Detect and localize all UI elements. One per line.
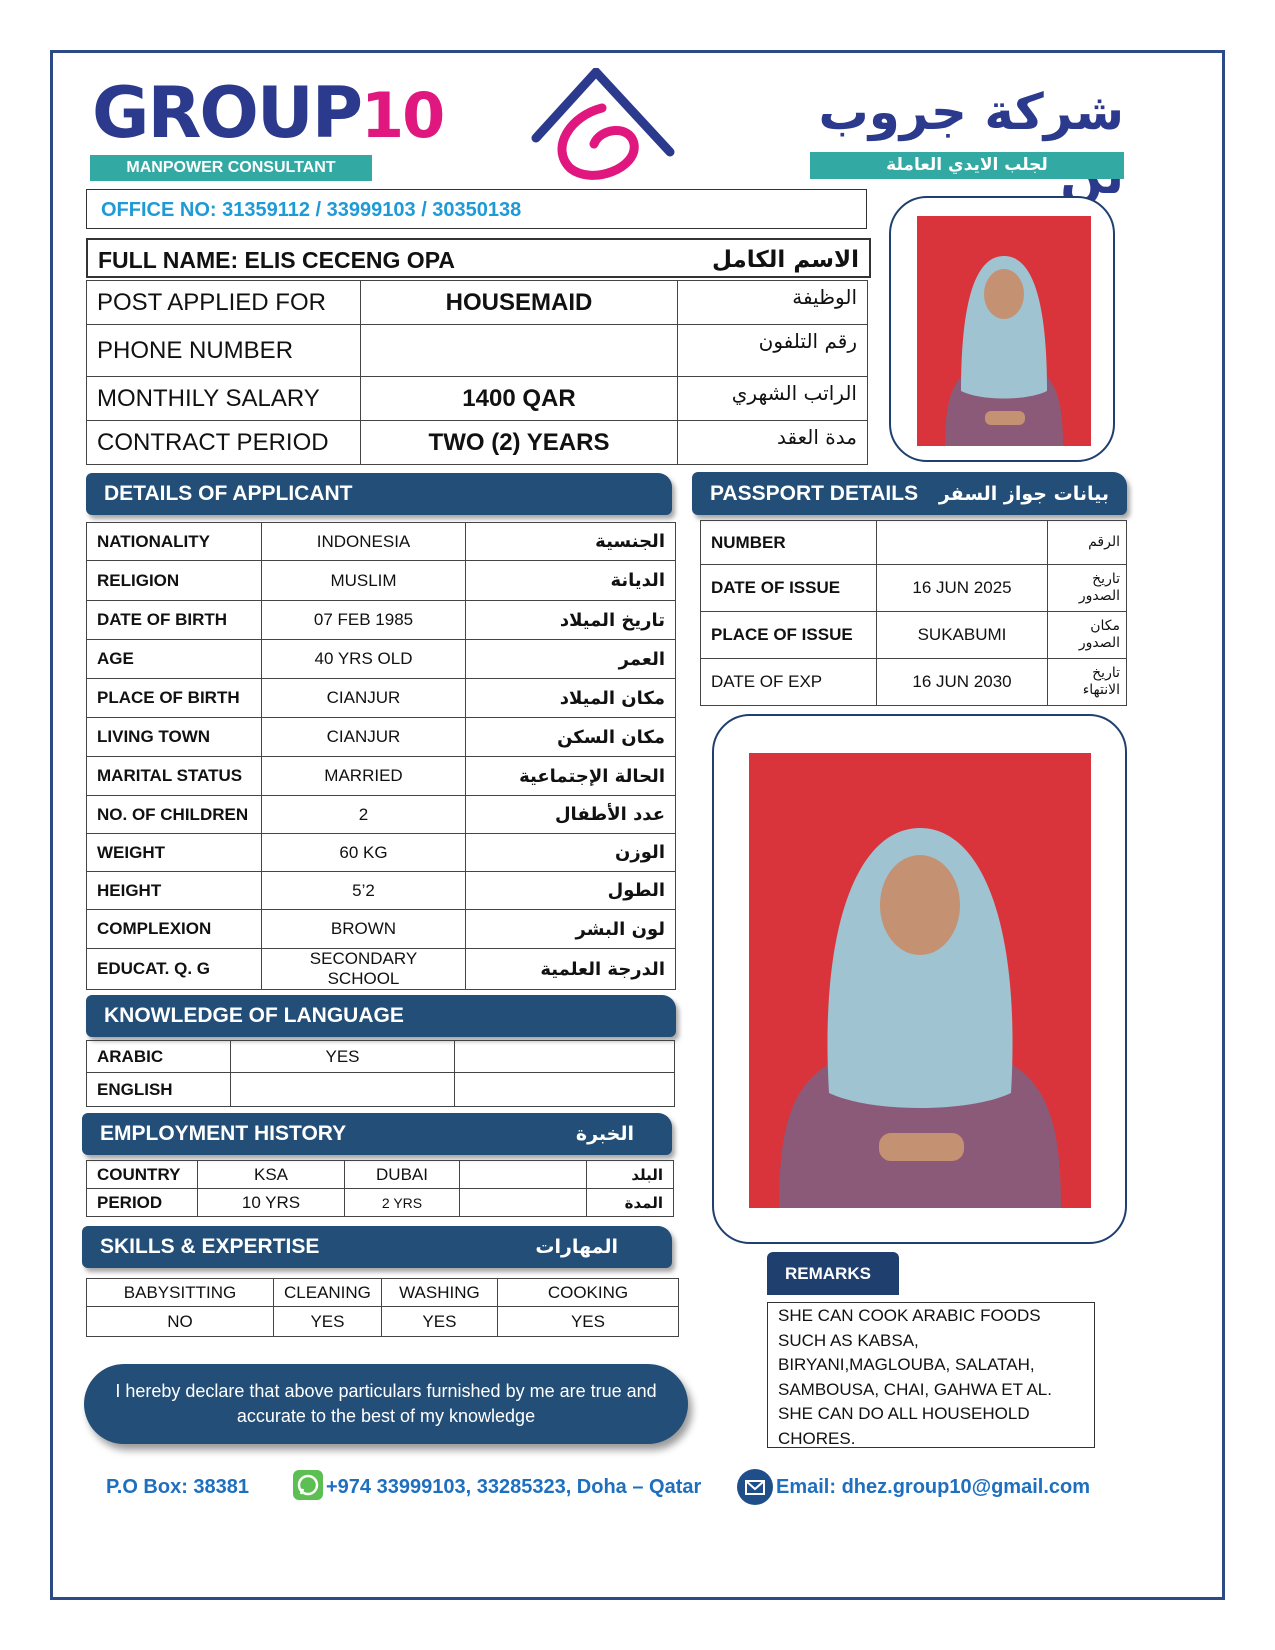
language-label: ENGLISH <box>87 1073 231 1107</box>
period-value <box>460 1189 587 1217</box>
top-info-table <box>86 280 868 465</box>
applicant-label-ar: الجنسية <box>466 523 676 561</box>
passport-label-ar: تاريخ الصدور <box>1048 565 1127 612</box>
country-value: DUBAI <box>345 1161 460 1189</box>
employment-country-row <box>87 1161 674 1189</box>
language-label: ARABIC <box>87 1041 231 1073</box>
applicant-row <box>87 949 676 990</box>
applicant-label: WEIGHT <box>87 834 262 872</box>
skills-title-ar: المهارات <box>535 1236 618 1258</box>
top-label: POST APPLIED FOR <box>87 281 361 325</box>
top-label: MONTHILY SALARY <box>87 377 361 421</box>
logo-tagline: MANPOWER CONSULTANT <box>90 155 372 181</box>
applicant-label-ar: الطول <box>466 872 676 910</box>
skill-value: YES <box>274 1307 382 1337</box>
applicant-photo-large <box>749 753 1091 1208</box>
email-icon <box>737 1469 773 1505</box>
language-header <box>86 995 676 1037</box>
applicant-label-ar: الدرجة العلمية <box>466 949 676 990</box>
applicant-label-ar: عدد الأطفال <box>466 796 676 834</box>
passport-label: DATE OF ISSUE <box>701 565 877 612</box>
passport-title-ar: بيانات جواز السفر <box>938 482 1109 505</box>
skill-name: CLEANING <box>274 1279 382 1307</box>
employment-title-ar: الخبرة <box>575 1123 634 1145</box>
passport-value: 16 JUN 2030 <box>877 659 1048 706</box>
passport-value: 16 JUN 2025 <box>877 565 1048 612</box>
passport-header <box>692 472 1127 515</box>
office-numbers: OFFICE NO: 31359112 / 33999103 / 30350138 <box>86 189 867 229</box>
applicant-row <box>87 872 676 910</box>
period-label: PERIOD <box>87 1189 198 1217</box>
passport-table <box>700 520 1127 706</box>
passport-label-ar: تاريخ الانتهاء <box>1048 659 1127 706</box>
top-value: 1400 QAR <box>361 377 678 421</box>
applicant-value: MARRIED <box>262 757 466 796</box>
applicant-row <box>87 834 676 872</box>
applicant-label-ar: الحالة الإجتماعية <box>466 757 676 796</box>
declaration: I hereby declare that above particulars furnished by me are true and accurate to the best of my knowledge <box>84 1364 688 1444</box>
applicant-value: BROWN <box>262 910 466 949</box>
applicant-value: CIANJUR <box>262 718 466 757</box>
skill-name: WASHING <box>381 1279 497 1307</box>
top-row-post <box>87 281 868 325</box>
country-label-ar: البلد <box>587 1161 674 1189</box>
applicant-label: DATE OF BIRTH <box>87 601 262 640</box>
period-value: 10 YRS <box>198 1189 345 1217</box>
top-label: CONTRACT PERIOD <box>87 421 361 465</box>
language-value: YES <box>231 1041 455 1073</box>
language-row <box>87 1073 675 1107</box>
applicant-value: SECONDARY SCHOOL <box>262 949 466 990</box>
whatsapp-icon <box>293 1470 323 1500</box>
passport-label: DATE OF EXP <box>701 659 877 706</box>
applicant-value: MUSLIM <box>262 561 466 601</box>
language-extra <box>455 1041 675 1073</box>
arabic-logo: شركة جروب <box>818 83 1124 141</box>
footer-pobox: P.O Box: 38381 <box>106 1476 250 1498</box>
passport-label-ar: الرقم <box>1048 521 1127 565</box>
applicant-value: INDONESIA <box>262 523 466 561</box>
applicant-row <box>87 523 676 561</box>
applicant-label: LIVING TOWN <box>87 718 262 757</box>
passport-title: PASSPORT DETAILS <box>710 481 919 505</box>
period-value: 2 YRS <box>345 1189 460 1217</box>
applicant-table <box>86 522 676 990</box>
applicant-row <box>87 718 676 757</box>
passport-row <box>701 612 1127 659</box>
applicant-row <box>87 640 676 679</box>
applicant-label-ar: لون البشر <box>466 910 676 949</box>
skills-title: SKILLS & EXPERTISE <box>100 1235 320 1258</box>
footer-phone: +974 33999103, 33285323, Doha – Qatar <box>326 1476 702 1498</box>
applicant-label-ar: تاريخ الميلاد <box>466 601 676 640</box>
passport-label: PLACE OF ISSUE <box>701 612 877 659</box>
applicant-label: RELIGION <box>87 561 262 601</box>
applicant-row <box>87 561 676 601</box>
employment-header <box>82 1113 672 1155</box>
passport-row <box>701 659 1127 706</box>
top-value: TWO (2) YEARS <box>361 421 678 465</box>
top-label-ar: مدة العقد <box>678 421 868 465</box>
top-value <box>361 325 678 377</box>
remarks-text: SHE CAN COOK ARABIC FOODS SUCH AS KABSA, BIRYANI,MAGLOUBA, SALATAH, SAMBOUSA, CHAI, GAHWA ET AL. SHE CAN DO ALL HOUSEHOLD CHORES. <box>767 1302 1095 1448</box>
passport-label: NUMBER <box>701 521 877 565</box>
person-portrait-icon <box>749 753 1091 1208</box>
logo-word-group: GROUP <box>92 72 362 154</box>
applicant-row <box>87 796 676 834</box>
applicant-row <box>87 757 676 796</box>
full-name-ar: الاسم الكامل <box>712 247 859 273</box>
top-value: HOUSEMAID <box>361 281 678 325</box>
language-table <box>86 1040 675 1107</box>
footer-email: Email: dhez.group10@gmail.com <box>776 1476 1091 1498</box>
applicant-label-ar: العمر <box>466 640 676 679</box>
applicant-label: NO. OF CHILDREN <box>87 796 262 834</box>
country-value <box>460 1161 587 1189</box>
language-value <box>231 1073 455 1107</box>
applicant-label-ar: الديانة <box>466 561 676 601</box>
applicant-label: PLACE OF BIRTH <box>87 679 262 718</box>
passport-label-ar: مكان الصدور <box>1048 612 1127 659</box>
language-row <box>87 1041 675 1073</box>
applicant-value: 5’2 <box>262 872 466 910</box>
period-label-ar: المدة <box>587 1189 674 1217</box>
applicant-value: 40 YRS OLD <box>262 640 466 679</box>
arabic-logo-tagline: لجلب الايدي العاملة <box>810 152 1124 179</box>
skills-table <box>86 1278 679 1337</box>
person-portrait-icon <box>917 216 1091 446</box>
top-label-ar: الراتب الشهري <box>678 377 868 421</box>
applicant-row <box>87 679 676 718</box>
applicant-row <box>87 910 676 949</box>
passport-value <box>877 521 1048 565</box>
top-label: PHONE NUMBER <box>87 325 361 377</box>
country-value: KSA <box>198 1161 345 1189</box>
skill-value: YES <box>381 1307 497 1337</box>
language-extra <box>455 1073 675 1107</box>
top-row-salary <box>87 377 868 421</box>
applicant-header <box>86 473 672 515</box>
applicant-photo-small <box>917 216 1091 446</box>
applicant-label: HEIGHT <box>87 872 262 910</box>
applicant-row <box>87 601 676 640</box>
applicant-value: CIANJUR <box>262 679 466 718</box>
passport-value: SUKABUMI <box>877 612 1048 659</box>
applicant-label: EDUCAT. Q. G <box>87 949 262 990</box>
country-label: COUNTRY <box>87 1161 198 1189</box>
group10-logo <box>92 72 444 154</box>
language-title: KNOWLEDGE OF LANGUAGE <box>104 1004 404 1027</box>
skills-header <box>82 1226 672 1268</box>
logo-word-10: 10 <box>361 79 444 152</box>
employment-period-row <box>87 1189 674 1217</box>
applicant-label-ar: مكان السكن <box>466 718 676 757</box>
house-swirl-logo-icon <box>530 68 680 180</box>
full-name-box <box>86 238 871 278</box>
top-label-ar: رقم التلفون <box>678 325 868 377</box>
photo-frame-large <box>712 714 1127 1244</box>
applicant-value: 07 FEB 1985 <box>262 601 466 640</box>
skill-name: COOKING <box>497 1279 678 1307</box>
applicant-label-ar: الوزن <box>466 834 676 872</box>
applicant-label: COMPLEXION <box>87 910 262 949</box>
full-name: FULL NAME: ELIS CECENG OPA <box>98 247 455 273</box>
passport-row <box>701 521 1127 565</box>
remarks-header: REMARKS <box>767 1252 899 1295</box>
top-row-contract <box>87 421 868 465</box>
employment-title: EMPLOYMENT HISTORY <box>100 1122 347 1145</box>
skill-value: YES <box>497 1307 678 1337</box>
applicant-value: 2 <box>262 796 466 834</box>
employment-table <box>86 1160 674 1217</box>
passport-row <box>701 565 1127 612</box>
skill-value: NO <box>87 1307 274 1337</box>
skills-name-row <box>87 1279 679 1307</box>
top-label-ar: الوظيفة <box>678 281 868 325</box>
applicant-label: MARITAL STATUS <box>87 757 262 796</box>
applicant-label-ar: مكان الميلاد <box>466 679 676 718</box>
applicant-title: DETAILS OF APPLICANT <box>104 482 353 505</box>
applicant-value: 60 KG <box>262 834 466 872</box>
top-row-phone <box>87 325 868 377</box>
applicant-label: AGE <box>87 640 262 679</box>
applicant-label: NATIONALITY <box>87 523 262 561</box>
skill-name: BABYSITTING <box>87 1279 274 1307</box>
photo-frame-small <box>889 196 1115 462</box>
skills-value-row <box>87 1307 679 1337</box>
